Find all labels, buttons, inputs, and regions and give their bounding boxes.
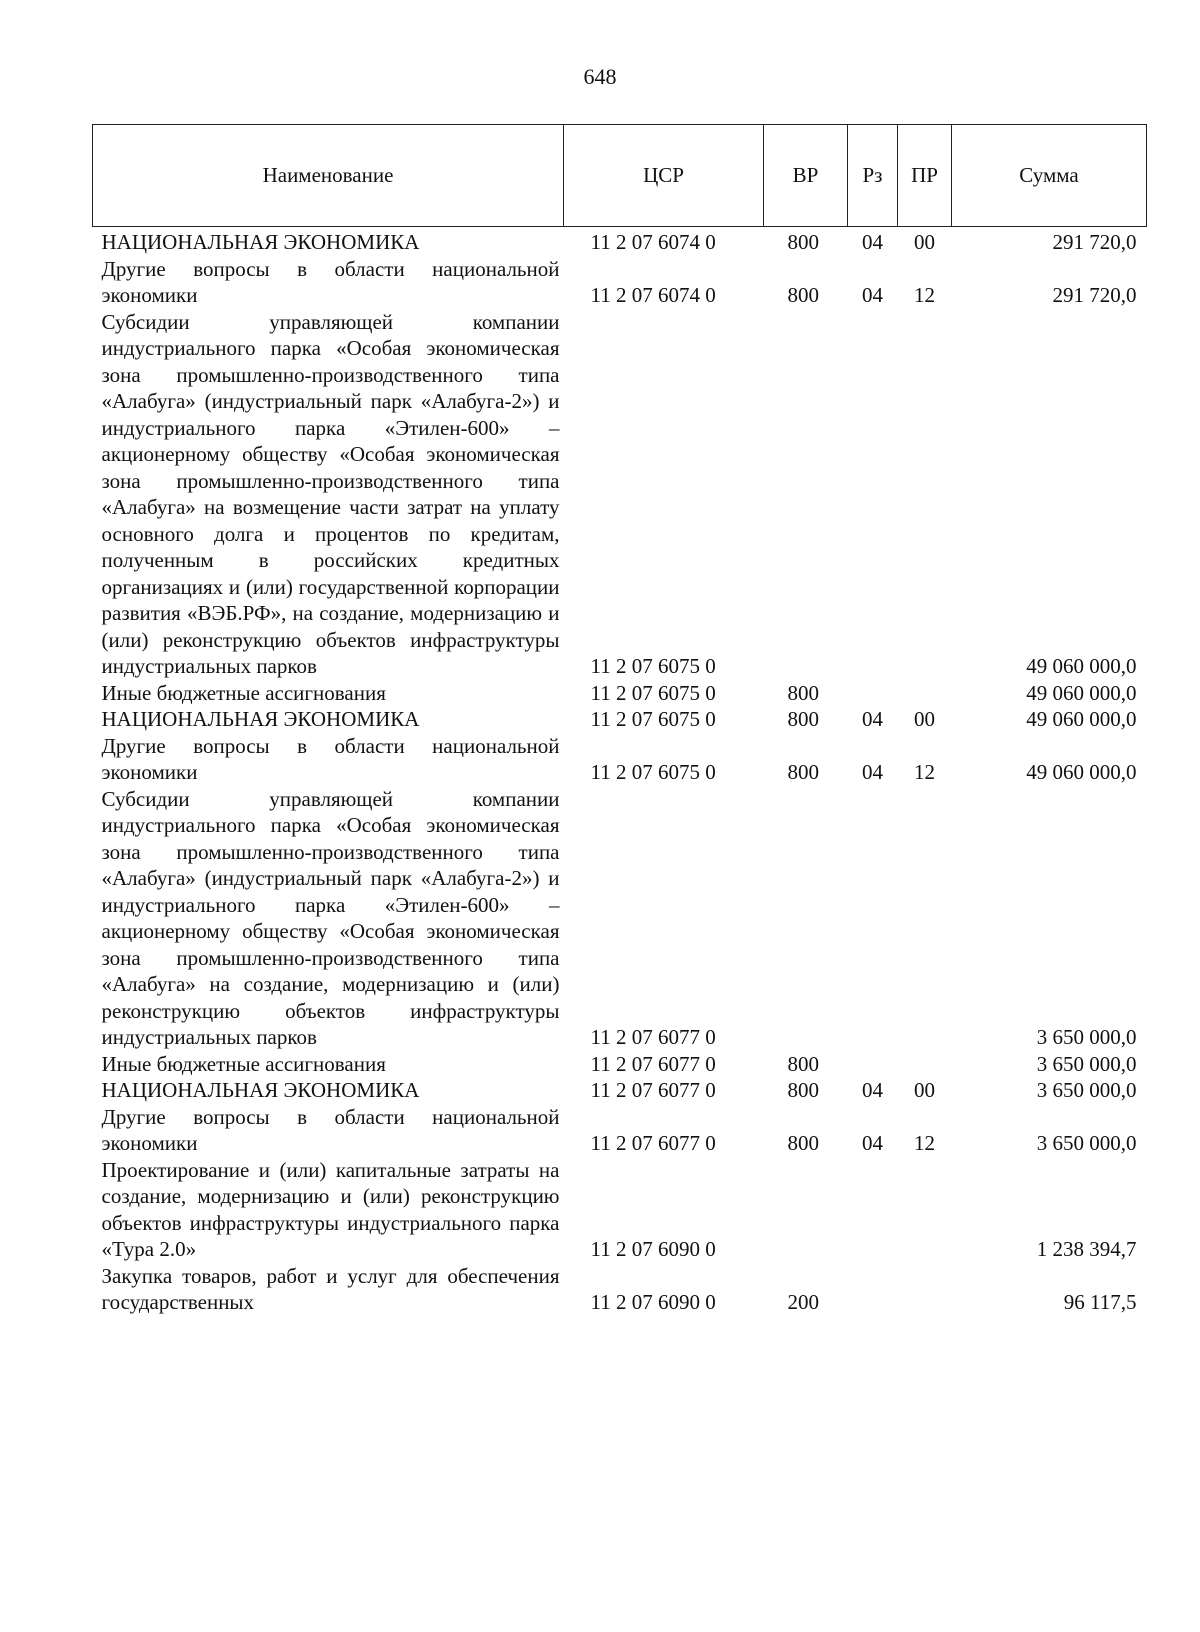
row-pr [898, 1157, 952, 1263]
row-vr: 800 [787, 1051, 819, 1076]
header-pr: ПР [898, 125, 952, 227]
header-csr: ЦСР [564, 125, 764, 227]
row-pr [898, 786, 952, 1051]
row-rz [848, 1263, 898, 1316]
table-row [93, 733, 1147, 786]
row-rz [848, 1051, 898, 1078]
row-name: Субсидии управляющей компании индустриального парка «Особая экономическая зона промышленно-производственного типа «Алабуга» (индустриальный парк «Алабуга-2») и индустриального парка «Этилен-600» – акционерному обществу «Особая экономическая зона промышленно-производственного типа «Алабуга» на создание, модернизацию и (или) реконструкцию объектов инфраструктуры индустриальных парков [101, 786, 560, 1049]
row-rz [848, 786, 898, 1051]
row-csr: 11 2 07 6090 0 [590, 1237, 716, 1261]
row-name: Иные бюджетные ассигнования [101, 680, 386, 705]
row-vr [764, 1157, 848, 1263]
row-rz: 04 [862, 283, 883, 307]
row-csr: 11 2 07 6075 0 [590, 680, 716, 705]
row-name: Проектирование и (или) капитальные затраты на создание, модернизацию и (или) реконструкцию объектов инфраструктуры индустриального парка «Тура 2.0» [101, 1157, 560, 1261]
row-name: Иные бюджетные ассигнования [101, 1051, 386, 1076]
row-sum: 1 238 394,7 [1036, 1237, 1137, 1261]
row-vr: 800 [787, 680, 819, 705]
table-row [93, 1157, 1147, 1263]
row-pr: 00 [914, 230, 935, 254]
row-vr: 800 [787, 1078, 819, 1102]
table-row [93, 680, 1147, 707]
row-csr: 11 2 07 6074 0 [590, 283, 716, 307]
table-body [93, 227, 1147, 1316]
row-vr: 200 [787, 1290, 819, 1314]
row-sum: 3 650 000,0 [1036, 1078, 1137, 1102]
row-pr: 12 [914, 1131, 935, 1155]
table-row [93, 1263, 1147, 1316]
header-vr: ВР [764, 125, 848, 227]
row-vr: 800 [787, 707, 819, 731]
row-sum: 49 060 000,0 [1026, 760, 1137, 784]
row-csr: 11 2 07 6090 0 [590, 1290, 716, 1314]
row-sum: 3 650 000,0 [1036, 1051, 1137, 1076]
row-pr: 00 [914, 707, 935, 731]
row-pr [898, 680, 952, 707]
row-name: Закупка товаров, работ и услуг для обеспечения государственных [101, 1263, 560, 1314]
row-name: НАЦИОНАЛЬНАЯ ЭКОНОМИКА [101, 230, 420, 254]
table-row [93, 1077, 1147, 1104]
row-csr: 11 2 07 6077 0 [590, 1131, 716, 1155]
row-vr: 800 [787, 1131, 819, 1155]
row-name: Другие вопросы в области национальной экономики [101, 733, 560, 784]
row-rz: 04 [862, 1131, 883, 1155]
row-pr [898, 309, 952, 680]
table-row [93, 1104, 1147, 1157]
row-name: Другие вопросы в области национальной экономики [101, 1104, 560, 1155]
page-number: 648 [583, 64, 617, 89]
row-csr: 11 2 07 6077 0 [590, 1025, 716, 1049]
row-pr [898, 1263, 952, 1316]
table-row [93, 309, 1147, 680]
header-name: Наименование [93, 125, 564, 227]
header-rz: Рз [848, 125, 898, 227]
row-sum: 96 117,5 [1063, 1290, 1137, 1314]
row-rz [848, 680, 898, 707]
row-pr: 12 [914, 283, 935, 307]
table-row [93, 227, 1147, 256]
row-name: Другие вопросы в области национальной экономики [101, 256, 560, 307]
row-rz: 04 [862, 230, 883, 254]
header-sum: Сумма [952, 125, 1147, 227]
row-name: НАЦИОНАЛЬНАЯ ЭКОНОМИКА [101, 1078, 420, 1102]
row-rz: 04 [862, 1078, 883, 1102]
row-rz [848, 309, 898, 680]
table-row [93, 786, 1147, 1051]
row-sum: 49 060 000,0 [1026, 680, 1137, 705]
row-sum: 291 720,0 [1052, 283, 1137, 307]
row-rz [848, 1157, 898, 1263]
row-vr [764, 309, 848, 680]
row-name: НАЦИОНАЛЬНАЯ ЭКОНОМИКА [101, 707, 420, 731]
row-vr: 800 [787, 760, 819, 784]
row-sum: 3 650 000,0 [1036, 1025, 1137, 1049]
row-sum: 3 650 000,0 [1036, 1131, 1137, 1155]
row-name: Субсидии управляющей компании индустриального парка «Особая экономическая зона промышленно-производственного типа «Алабуга» (индустриальный парк «Алабуга-2») и индустриального парка «Этилен-600» – акционерному обществу «Особая экономическая зона промышленно-производственного типа «Алабуга» на возмещение части затрат на уплату основного долга и процентов по кредитам, полученным в российских кредитных организациях и (или) государственной корпорации развития «ВЭБ.РФ», на создание, модернизацию и (или) реконструкцию объектов инфраструктуры индустриальных парков [101, 309, 560, 678]
row-vr: 800 [787, 230, 819, 254]
row-sum: 49 060 000,0 [1026, 707, 1137, 731]
row-csr: 11 2 07 6075 0 [590, 654, 716, 678]
table-row [93, 1051, 1147, 1078]
row-pr: 00 [914, 1078, 935, 1102]
budget-table [92, 124, 1147, 1316]
row-rz: 04 [862, 760, 883, 784]
row-sum: 49 060 000,0 [1026, 654, 1137, 678]
row-vr: 800 [787, 283, 819, 307]
table-row [93, 706, 1147, 733]
row-rz: 04 [862, 707, 883, 731]
row-pr: 12 [914, 760, 935, 784]
table-header [93, 125, 1147, 227]
row-csr: 11 2 07 6074 0 [590, 230, 716, 254]
row-pr [898, 1051, 952, 1078]
row-csr: 11 2 07 6075 0 [590, 760, 716, 784]
row-csr: 11 2 07 6075 0 [590, 707, 716, 731]
row-sum: 291 720,0 [1052, 230, 1137, 254]
row-csr: 11 2 07 6077 0 [590, 1051, 716, 1076]
table-row [93, 256, 1147, 309]
row-csr: 11 2 07 6077 0 [590, 1078, 716, 1102]
row-vr [764, 786, 848, 1051]
